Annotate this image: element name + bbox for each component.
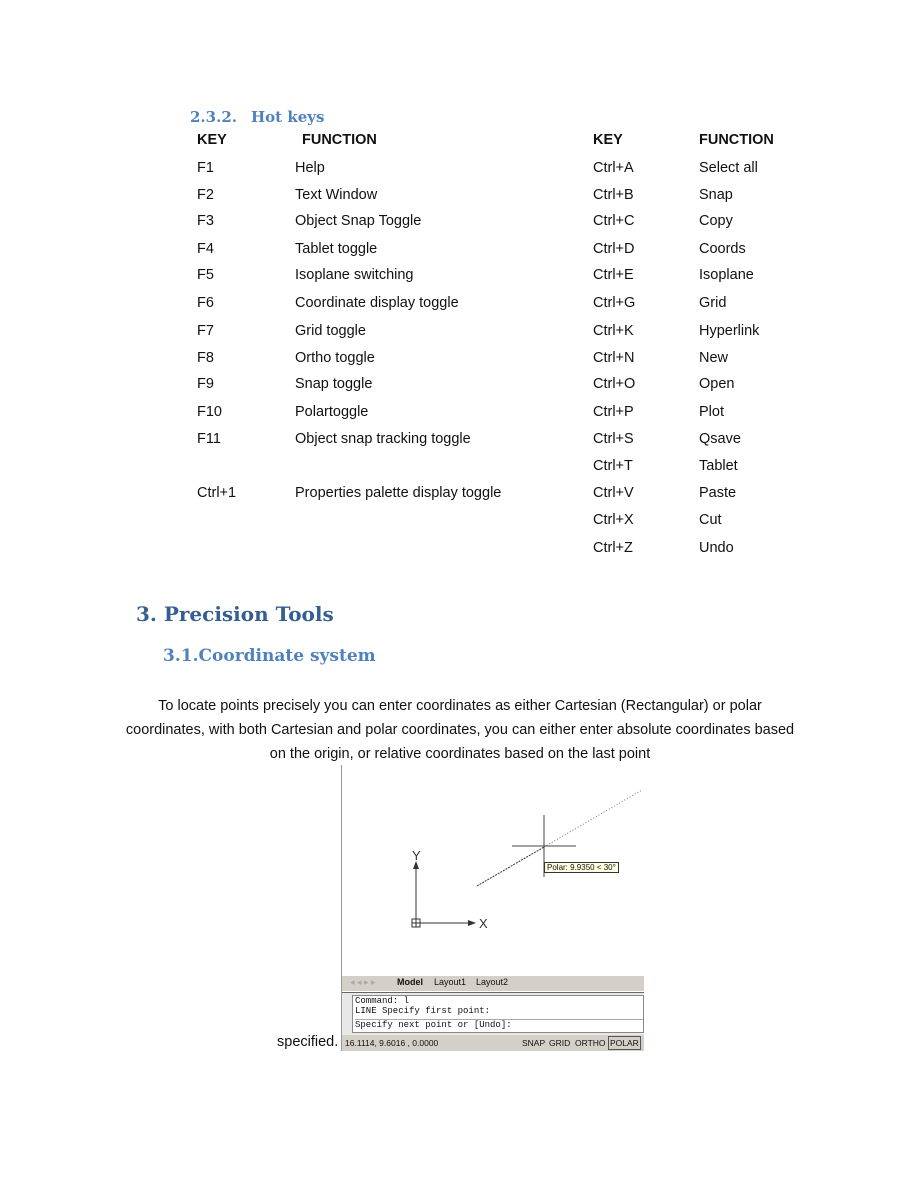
heading-coordinate-system: 3.1.Coordinate system	[163, 646, 376, 666]
paragraph-end: specified.	[277, 1034, 339, 1050]
x-label: X	[479, 916, 488, 931]
hotkey-function: New	[699, 350, 729, 366]
hotkey-key: F6	[197, 295, 214, 311]
hotkey-function: Coordinate display toggle	[295, 295, 459, 311]
hotkey-key: Ctrl+T	[593, 458, 633, 474]
hotkey-key: F7	[197, 323, 214, 339]
ortho-button[interactable]: ORTHO	[575, 1038, 606, 1048]
command-history[interactable]	[352, 995, 644, 1033]
hotkey-key: F2	[197, 187, 214, 203]
command-window	[342, 992, 644, 1035]
hotkey-key: Ctrl+D	[593, 241, 635, 257]
hotkey-function: Grid toggle	[295, 323, 366, 339]
section-title: Hot keys	[250, 108, 325, 126]
command-line: Command: l	[355, 996, 410, 1006]
header-key-2: KEY	[593, 132, 623, 148]
polar-tooltip: Polar: 9.9350 < 30°	[544, 862, 619, 873]
hotkey-function: Qsave	[699, 431, 741, 447]
hotkey-function: Snap toggle	[295, 376, 373, 392]
tab-model[interactable]: Model	[397, 977, 423, 987]
hotkey-key: Ctrl+B	[593, 187, 634, 203]
hotkey-function: Open	[699, 376, 735, 392]
hotkey-function: Select all	[699, 160, 758, 176]
hotkey-function: Cut	[699, 512, 722, 528]
hotkey-key: F8	[197, 350, 214, 366]
y-label: Y	[412, 848, 421, 863]
hotkey-function: Object Snap Toggle	[295, 213, 422, 229]
hotkey-key: F4	[197, 241, 214, 257]
hotkey-key: F1	[197, 160, 214, 176]
hotkey-key: Ctrl+G	[593, 295, 636, 311]
command-line: LINE Specify first point:	[355, 1006, 491, 1016]
hotkey-key: Ctrl+X	[593, 512, 634, 528]
polar-button[interactable]: POLAR	[610, 1038, 639, 1048]
header-function: FUNCTION	[302, 132, 377, 148]
hotkey-key: Ctrl+O	[593, 376, 636, 392]
hotkey-function: Help	[295, 160, 325, 176]
hotkey-key: F10	[197, 404, 222, 420]
hotkey-key: F5	[197, 267, 214, 283]
paragraph: To locate points precisely you can enter coordinates as either Cartesian (Rectangular) or polar coordinates, with both Cartesian and polar coordinates, you can either enter absolute coordinates based on the origin, or relative coordinates based on the last point	[125, 698, 795, 762]
hotkey-key: Ctrl+A	[593, 160, 634, 176]
hotkey-key: Ctrl+N	[593, 350, 635, 366]
hotkey-function: Plot	[699, 404, 724, 420]
hotkey-function: Undo	[699, 540, 734, 556]
command-prompt[interactable]: Specify next point or [Undo]:	[355, 1019, 643, 1030]
section-heading	[190, 108, 324, 126]
hotkey-key: F3	[197, 213, 214, 229]
hotkey-function: Object snap tracking toggle	[295, 431, 471, 447]
grid-button[interactable]: GRID	[549, 1038, 571, 1048]
hotkey-function: Snap	[699, 187, 733, 203]
hotkey-function: Copy	[699, 213, 733, 229]
hotkey-function: Polartoggle	[295, 404, 369, 420]
hotkey-function: Ortho toggle	[295, 350, 375, 366]
hotkey-function: Coords	[699, 241, 746, 257]
cad-screenshot	[341, 765, 644, 1051]
polar-line	[477, 847, 544, 886]
hotkey-function: Isoplane	[699, 267, 754, 283]
heading-precision-tools: 3. Precision Tools	[136, 602, 334, 626]
coordinate-readout: 16.1114, 9.6016 , 0.0000	[345, 1038, 439, 1048]
hotkey-key: Ctrl+C	[593, 213, 635, 229]
snap-button[interactable]: SNAP	[522, 1038, 546, 1048]
tab-layout2[interactable]: Layout2	[476, 977, 509, 987]
hotkey-key: Ctrl+S	[593, 431, 634, 447]
hotkey-key: Ctrl+V	[593, 485, 634, 501]
header-function-2: FUNCTION	[699, 132, 774, 148]
x-arrow-icon	[468, 920, 476, 926]
tracking-line	[544, 790, 642, 847]
hotkey-function: Isoplane switching	[295, 267, 414, 283]
hotkey-function: Properties palette display toggle	[295, 485, 502, 501]
hotkey-function: Hyperlink	[699, 323, 760, 339]
hotkey-key: Ctrl+1	[197, 485, 237, 501]
tab-layout1[interactable]: Layout1	[434, 977, 467, 987]
hotkey-key: F11	[197, 431, 221, 447]
hotkey-function: Paste	[699, 485, 737, 501]
hotkey-function: Text Window	[295, 187, 378, 203]
hotkey-key: Ctrl+K	[593, 323, 634, 339]
layout-tabs	[342, 976, 644, 991]
hotkey-function: Tablet	[699, 458, 738, 474]
hotkey-key: Ctrl+E	[593, 267, 634, 283]
hotkey-key: Ctrl+P	[593, 404, 634, 420]
header-key: KEY	[197, 132, 227, 148]
hotkey-function: Grid	[699, 295, 727, 311]
section-number: 2.3.2.	[190, 108, 237, 126]
hotkey-key: Ctrl+Z	[593, 540, 633, 556]
hotkey-key: F9	[197, 376, 214, 392]
hotkey-function: Tablet toggle	[295, 241, 378, 257]
status-bar	[342, 1035, 644, 1051]
tab-nav-arrows[interactable]: ◂ ◂ ▸ ▸	[350, 977, 376, 987]
